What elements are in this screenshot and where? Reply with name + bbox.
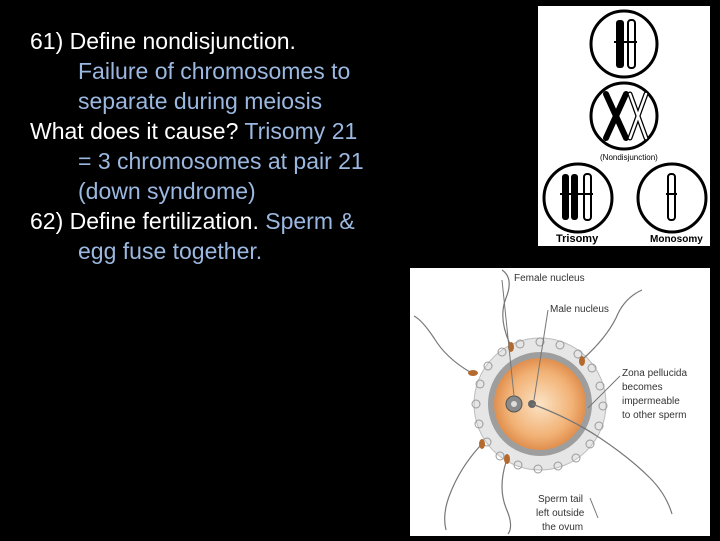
q61-question-text: 61) Define nondisjunction. xyxy=(30,28,296,54)
q61b-answer-line2: = 3 chromosomes at pair 21 xyxy=(78,148,364,174)
nondisjunction-caption: (Nondisjunction) xyxy=(600,153,658,162)
male-nucleus-label: Male nucleus xyxy=(550,304,609,315)
q61-answer-line2: separate during meiosis xyxy=(78,88,323,114)
female-nucleus-label: Female nucleus xyxy=(514,273,585,284)
fertilization-diagram xyxy=(410,268,710,536)
q61b-question-text: What does it cause? xyxy=(30,118,239,144)
tail-label-line2: left outside xyxy=(536,508,585,519)
q62-answer-inline: Sperm & xyxy=(265,208,355,234)
q61b-answer-line3: (down syndrome) xyxy=(78,178,256,204)
nondisjunction-diagram xyxy=(538,6,710,246)
zona-label-line1: Zona pellucida xyxy=(622,368,688,379)
q62-question-text: 62) Define fertilization. xyxy=(30,208,259,234)
zona-label-line3: impermeable xyxy=(622,396,680,407)
fertilization-figure xyxy=(410,268,710,536)
q61-answer-line1: Failure of chromosomes to xyxy=(78,58,351,84)
middle-chromosome-dark xyxy=(606,94,626,138)
slide-text xyxy=(30,26,440,266)
monosomy-label: Monosomy xyxy=(650,234,703,245)
q62-answer-line2: egg fuse together. xyxy=(78,238,263,264)
tail-label-line3: the ovum xyxy=(542,522,584,533)
q61-question xyxy=(30,26,440,56)
zona-label-line4: to other sperm xyxy=(622,410,687,421)
q61b-answer-inline: Trisomy 21 xyxy=(244,118,358,144)
nondisjunction-figure xyxy=(538,6,710,246)
q62-question xyxy=(30,206,440,236)
middle-chromosome-light xyxy=(630,94,646,138)
top-chromosome-light xyxy=(628,20,635,68)
tail-label-line1: Sperm tail xyxy=(538,494,584,505)
q61b-question xyxy=(30,116,440,146)
zona-label-line2: becomes xyxy=(622,382,663,393)
top-chromosome-dark xyxy=(616,20,624,68)
trisomy-label: Trisomy xyxy=(556,233,599,245)
